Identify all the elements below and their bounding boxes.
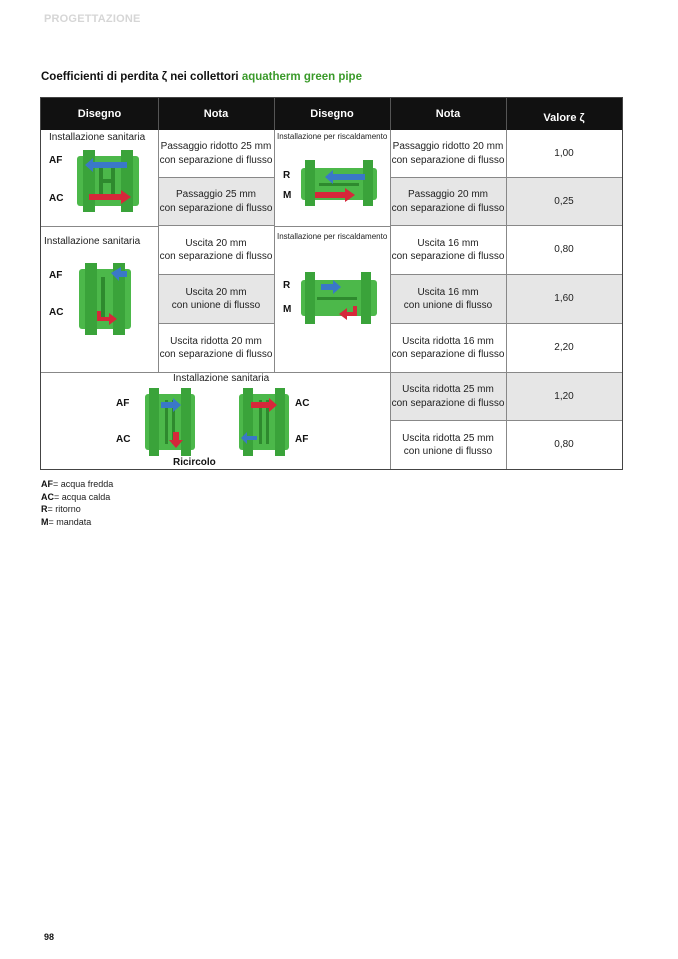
g2-label-m: M (283, 304, 292, 315)
manifold-sanitary-passage-drawing (75, 148, 141, 214)
g3-label-af-right: AF (295, 434, 309, 445)
g2-right-caption: Installazione per riscaldamento (277, 232, 388, 241)
row5-valore: 2,20 (506, 324, 622, 373)
row3-nota-right: Uscita 16 mm con separazione di flusso (390, 226, 506, 275)
manifold-recirc-right-drawing (237, 388, 291, 456)
g3-label-af-left: AF (116, 398, 130, 409)
g2-label-af: AF (49, 270, 63, 281)
page-number: 98 (44, 932, 55, 942)
row4-nota-left: Uscita 20 mm con unione di flusso (158, 275, 274, 324)
grid-line (274, 226, 390, 227)
grid-line (274, 130, 275, 373)
row2-nota-right: Passaggio 20 mm con separazione di flusso (390, 178, 506, 226)
g1-label-ac: AC (49, 193, 64, 204)
row7-nota-right: Uscita ridotta 25 mm con unione di flusso (402, 432, 494, 457)
manifold-sanitary-outlet-drawing (75, 263, 135, 335)
row1-nota-right: Passaggio ridotto 20 mm con separazione di flusso (390, 130, 506, 178)
row6-valore: 1,20 (506, 373, 622, 421)
row2-nota-left: Passaggio 25 mm con separazione di flusso (158, 178, 274, 226)
g2-label-r: R (283, 280, 291, 291)
manifold-heating-passage-drawing (299, 156, 379, 210)
g3-caption: Installazione sanitaria (173, 373, 270, 384)
manifold-heating-outlet-drawing (299, 270, 379, 326)
grid-line (506, 130, 507, 469)
row4-nota-right: Uscita 16 mm con unione di flusso (390, 275, 506, 324)
grid-line (158, 130, 159, 373)
g2-left-caption: Installazione sanitaria (44, 236, 141, 247)
legend-item-r: R= ritorno (41, 504, 81, 514)
header-nota-2: Nota (390, 98, 507, 130)
manifold-recirc-left-drawing (143, 388, 197, 456)
title-main: Coefficienti di perdita ζ nei collettori (41, 71, 242, 83)
title-brand: aquatherm green pipe (241, 71, 362, 83)
g1-label-r: R (283, 170, 291, 181)
row5-nota-left: Uscita ridotta 20 mm con separazione di flusso (158, 324, 274, 373)
g1-label-af: AF (49, 155, 63, 166)
g3-label-ac-left: AC (116, 434, 131, 445)
legend-item-ac: AC= acqua calda (41, 491, 111, 502)
g1-label-m: M (283, 190, 292, 201)
g1-left-caption: Installazione sanitaria (49, 132, 146, 143)
row3-valore: 0,80 (506, 226, 622, 275)
page-title (41, 71, 362, 83)
loss-coefficients-table (40, 97, 623, 470)
legend-item-af: AF= acqua fredda (41, 479, 114, 489)
header-nota-1: Nota (158, 98, 275, 130)
row6-nota-right: Uscita ridotta 25 mm con separazione di flusso (390, 373, 506, 421)
legend (41, 478, 113, 528)
row7-valore: 0,80 (554, 439, 574, 451)
g2-label-ac: AC (49, 307, 64, 318)
row1-valore: 1,00 (506, 130, 622, 178)
row5-nota-right: Uscita ridotta 16 mm con separazione di flusso (390, 324, 506, 373)
header-valore: Valore ζ (543, 112, 585, 124)
row4-valore: 1,60 (506, 275, 622, 324)
row3-nota-left: Uscita 20 mm con separazione di flusso (158, 226, 274, 275)
g3-label-ac-right: AC (295, 398, 310, 409)
section-header: PROGETTAZIONE (44, 13, 141, 25)
g1-right-caption: Installazione per riscaldamento (277, 132, 388, 141)
header-disegno-2: Disegno (274, 98, 391, 130)
row1-nota-left: Passaggio ridotto 25 mm con separazione di flusso (158, 130, 274, 178)
g3-bottom-caption: Ricircolo (173, 457, 216, 468)
grid-line (390, 130, 391, 469)
grid-line (41, 226, 158, 227)
row2-valore: 0,25 (506, 178, 622, 226)
table-header-row (41, 98, 622, 130)
legend-item-m: M= mandata (41, 516, 92, 527)
header-disegno-1: Disegno (41, 98, 159, 130)
